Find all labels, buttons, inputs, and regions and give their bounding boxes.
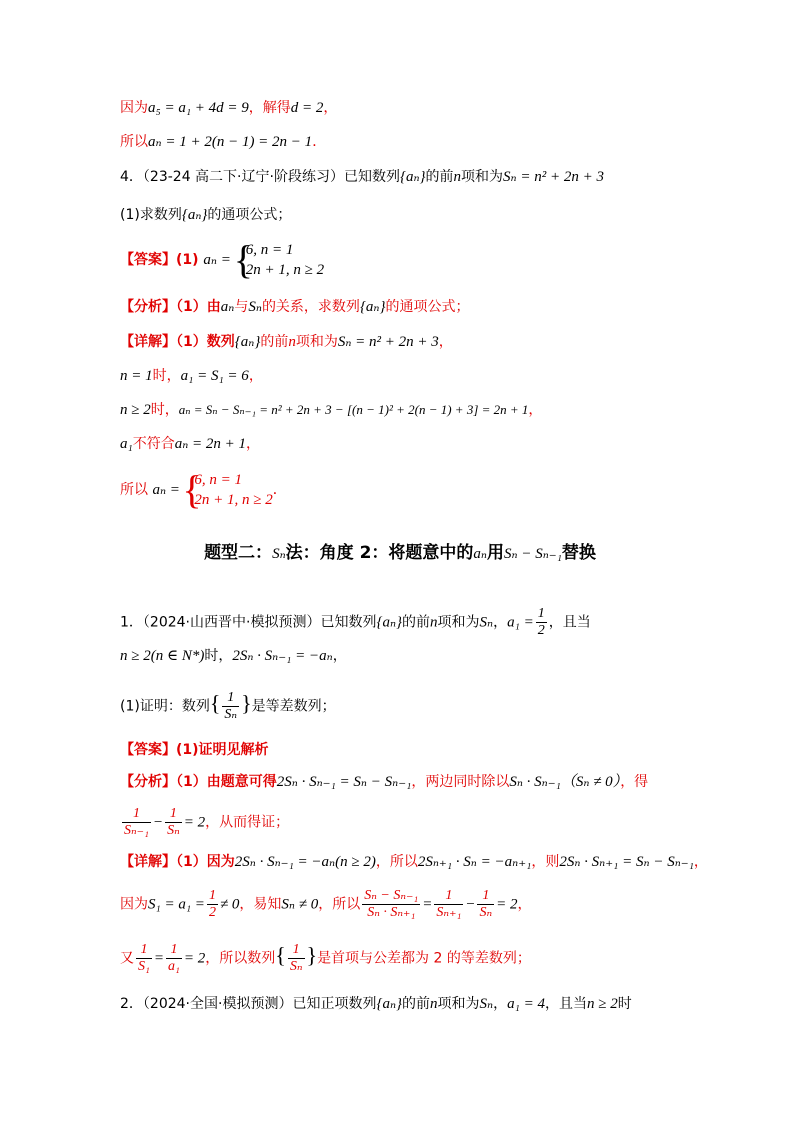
formula: = 2 (183, 950, 206, 967)
formula: aₙ = 2n + 1 (174, 436, 247, 452)
detail-tag: 【详解】（1）数列 (120, 334, 235, 350)
formula: 2Sₙ · Sₙ₊₁ = Sₙ − Sₙ₋₁ (559, 854, 694, 870)
text: （2024·山西晋中·模拟预测）已知数列 (142, 614, 377, 631)
numerator: 1 (537, 606, 545, 621)
detail-line-4 (120, 434, 260, 454)
formula: a₅ = a₁ + 4d = 9 (148, 100, 249, 116)
question-4 (120, 167, 604, 187)
heading-text: 替换 (561, 543, 596, 563)
fraction (136, 942, 152, 975)
text: 的通项公式； (385, 299, 470, 315)
text: 的关系，求数列 (261, 299, 360, 315)
denominator: Sₙ₋₁ (124, 823, 149, 838)
text: ， (528, 402, 543, 418)
numerator: 1 (122, 806, 151, 823)
detail-line-8: 又 $\frac{1}{\text{S₁}}$ = $\frac{1}{\text{a₁}}$ = 2，所以数列{ $\frac{1}{\text{Sₙ}}$ }是首项与公差都为 2 的等差数列； (120, 942, 531, 974)
problem-1-part-1: (1)证明：数列{ $\frac{1}{\text{Sₙ}}$ }是等差数列； (120, 690, 336, 722)
formula: d = 2 (290, 100, 324, 116)
formula: aₙ = (203, 252, 231, 268)
heading-text: 法：角度 2：将题意中的 (285, 543, 474, 563)
denominator: Sₙ (289, 959, 303, 974)
question-number: 4． (120, 169, 143, 185)
text: ， (246, 436, 261, 452)
fraction (536, 606, 547, 639)
text: 项和为 (437, 996, 480, 1012)
formula: {aₙ} (399, 169, 426, 185)
answer-text: 【答案】(1)证明见解析 (120, 742, 269, 758)
analysis-tag: 【分析】（1）由 (120, 299, 221, 315)
formula: Sₙ − Sₙ₋₁ (504, 546, 562, 562)
case-line: { 6, n = 1 (194, 472, 242, 488)
formula: （Sₙ ≠ 0） (560, 774, 621, 790)
piecewise-formula (236, 240, 324, 280)
formula: 2Sₙ₊₁ · Sₙ = −aₙ₊₁ (417, 854, 532, 870)
formula: Sₙ = n² + 2n + 3 (503, 169, 604, 185)
detail-line-1 (120, 332, 453, 352)
text: ，且当 (548, 614, 591, 631)
fraction (434, 888, 463, 921)
formula: 2Sₙ · Sₙ₋₁ = −aₙ (232, 648, 333, 664)
denominator: 2 (208, 905, 216, 920)
denominator: Sₙ (224, 707, 238, 722)
text: 的前 (402, 996, 431, 1012)
detail-line-7 (120, 888, 532, 921)
formula: − (465, 896, 476, 913)
formula: aₙ (220, 299, 235, 315)
fraction (207, 888, 218, 921)
problem-2-line-1 (120, 994, 632, 1014)
solution-line-2 (120, 132, 326, 152)
problem-1-line-2 (120, 646, 347, 666)
formula: Sₙ · Sₙ₋₁ (509, 774, 561, 790)
formula: Sₙ (248, 299, 262, 315)
question-number: 2． (120, 996, 143, 1012)
fraction (362, 888, 420, 921)
denominator: Sₙ (167, 823, 180, 838)
formula: 2Sₙ · Sₙ₋₁ = Sₙ − Sₙ₋₁ (276, 774, 412, 790)
fraction (122, 806, 151, 839)
formula: Sₙ ≠ 0 (281, 896, 319, 913)
formula: = (422, 896, 433, 913)
text: ， (438, 334, 453, 350)
question-4-part-1 (120, 205, 291, 225)
text: ， (493, 614, 508, 631)
numerator: 1 (477, 888, 494, 905)
detail-line-2 (120, 366, 263, 386)
formula: n ≥ 2 (586, 996, 618, 1012)
formula: = 2 (496, 896, 518, 913)
text: ， (248, 368, 263, 384)
text: ， (517, 896, 532, 913)
analysis-line-2b (120, 806, 289, 839)
analysis-line-2 (120, 772, 648, 792)
case-line: 2n + 1, n ≥ 2 (194, 492, 273, 508)
analysis-line (120, 297, 470, 317)
text: 因为 (120, 100, 148, 116)
numerator: 1 (165, 806, 182, 823)
text: (1)求数列 (120, 207, 182, 223)
text: 的通项公式； (207, 207, 292, 223)
denominator: Sₙ · Sₙ₊₁ (367, 905, 416, 920)
formula: {aₙ} (376, 614, 403, 631)
case-line: { 6, n = 1 (245, 242, 294, 258)
text: 项和为 (461, 169, 504, 185)
answer-tag: 【答案】(1) (120, 252, 199, 268)
formula: = 2 (183, 814, 206, 831)
text: 与 (234, 299, 249, 315)
formula: a₁ (120, 436, 133, 452)
formula: n ≥ 2(n ∈ N*) (120, 648, 205, 664)
formula: a₁ = S₁ = 6 (180, 368, 249, 384)
text: ，所以 (375, 854, 418, 870)
text: 时， (204, 648, 233, 664)
text: 时， (150, 402, 179, 418)
formula: S₁ = a₁ = (148, 896, 205, 913)
question-number: 1． (120, 614, 143, 631)
numerator: Sₙ − Sₙ₋₁ (364, 888, 419, 903)
text: ． (312, 134, 327, 150)
formula: − (152, 814, 164, 831)
fraction (222, 690, 239, 723)
text: 所以 (120, 134, 148, 150)
formula: n (430, 996, 438, 1012)
text: ，两边同时除以 (411, 774, 510, 790)
formula: 2Sₙ · Sₙ₋₁ = −aₙ(n ≥ 2) (234, 854, 376, 870)
formula: = (153, 950, 164, 967)
text: ． (272, 482, 287, 498)
piecewise-formula (184, 470, 272, 510)
formula: n (453, 169, 462, 185)
text: ， (332, 648, 347, 664)
section-heading (0, 538, 800, 563)
detail-tag: 【详解】（1）因为 (120, 854, 235, 870)
text: （2024·全国·模拟预测）已知正项数列 (142, 996, 377, 1012)
text: （23-24 高二下·辽宁·阶段练习）已知数列 (142, 169, 400, 185)
text: ，所以数列 (205, 950, 276, 967)
text: 时， (152, 368, 181, 384)
formula: {aₙ} (359, 299, 386, 315)
text: 的前 (425, 169, 454, 185)
text: 的前 (402, 614, 431, 631)
numerator: 1 (288, 942, 305, 959)
numerator: 1 (166, 942, 182, 959)
case-line: 2n + 1, n ≥ 2 (245, 262, 325, 278)
text: 因为 (120, 896, 148, 913)
text: ，且当 (544, 996, 587, 1012)
formula: aₙ = (152, 482, 180, 498)
answer-line (120, 240, 324, 280)
formula: Sₙ (479, 996, 494, 1012)
formula: aₙ (473, 546, 487, 562)
text: ，从而得证； (205, 814, 290, 831)
formula: n = 1 (120, 368, 153, 384)
formula: aₙ = Sₙ − Sₙ₋₁ = n² + 2n + 3 − [(n − 1)² + 2(n − 1) + 3] = 2n + 1 (178, 402, 529, 417)
formula: Sₙ (272, 546, 286, 562)
text: (1)证明：数列 (120, 698, 210, 715)
numerator: 1 (222, 690, 239, 707)
numerator: 1 (434, 888, 463, 905)
formula: Sₙ (479, 614, 494, 631)
solution-line-1 (120, 98, 337, 118)
detail-line-6 (120, 852, 708, 872)
fraction (166, 942, 182, 975)
denominator: S₁ (138, 959, 150, 974)
text: ，所以 (318, 896, 361, 913)
text: ，解得 (248, 100, 291, 116)
detail-line-3 (120, 400, 542, 420)
numerator: 1 (208, 888, 216, 903)
formula: {aₙ} (181, 207, 208, 223)
denominator: Sₙ (479, 905, 493, 920)
denominator: 2 (537, 623, 545, 638)
text: 的前 (260, 334, 289, 350)
text: 项和为 (295, 334, 338, 350)
heading-text: 用 (487, 543, 504, 563)
denominator: a₁ (168, 959, 180, 974)
formula: a₁ = 4 (507, 996, 545, 1012)
analysis-tag: 【分析】（1）由题意可得 (120, 774, 277, 790)
fraction (165, 806, 182, 839)
text: 是等差数列； (251, 698, 336, 715)
formula: {aₙ} (376, 996, 403, 1012)
formula: Sₙ = n² + 2n + 3 (337, 334, 439, 350)
text: ， (323, 100, 338, 116)
text: 不符合 (132, 436, 175, 452)
formula: {aₙ} (234, 334, 261, 350)
text: ，易知 (239, 896, 282, 913)
fraction (288, 942, 305, 975)
formula: a₁ = (507, 614, 534, 631)
heading-text: 题型二： (204, 543, 273, 563)
formula: aₙ = 1 + 2(n − 1) = 2n − 1 (148, 134, 313, 150)
text: 是首项与公差都为 2 的等差数列； (317, 950, 531, 967)
formula: n (288, 334, 296, 350)
text: ，得 (620, 774, 649, 790)
formula: n ≥ 2 (120, 402, 151, 418)
text: 时 (617, 996, 632, 1012)
text: ， (693, 854, 708, 870)
fraction (477, 888, 494, 921)
text: 所以 (120, 482, 148, 498)
formula: n (430, 614, 438, 631)
text: 项和为 (437, 614, 480, 631)
denominator: Sₙ₊₁ (436, 905, 462, 920)
text: ，则 (531, 854, 560, 870)
formula: ≠ 0 (219, 896, 240, 913)
problem-1-line-1 (120, 606, 591, 639)
answer-line-2 (120, 740, 269, 760)
detail-line-5 (120, 470, 287, 510)
text: 又 (120, 950, 134, 967)
text: ， (493, 996, 508, 1012)
numerator: 1 (136, 942, 152, 959)
